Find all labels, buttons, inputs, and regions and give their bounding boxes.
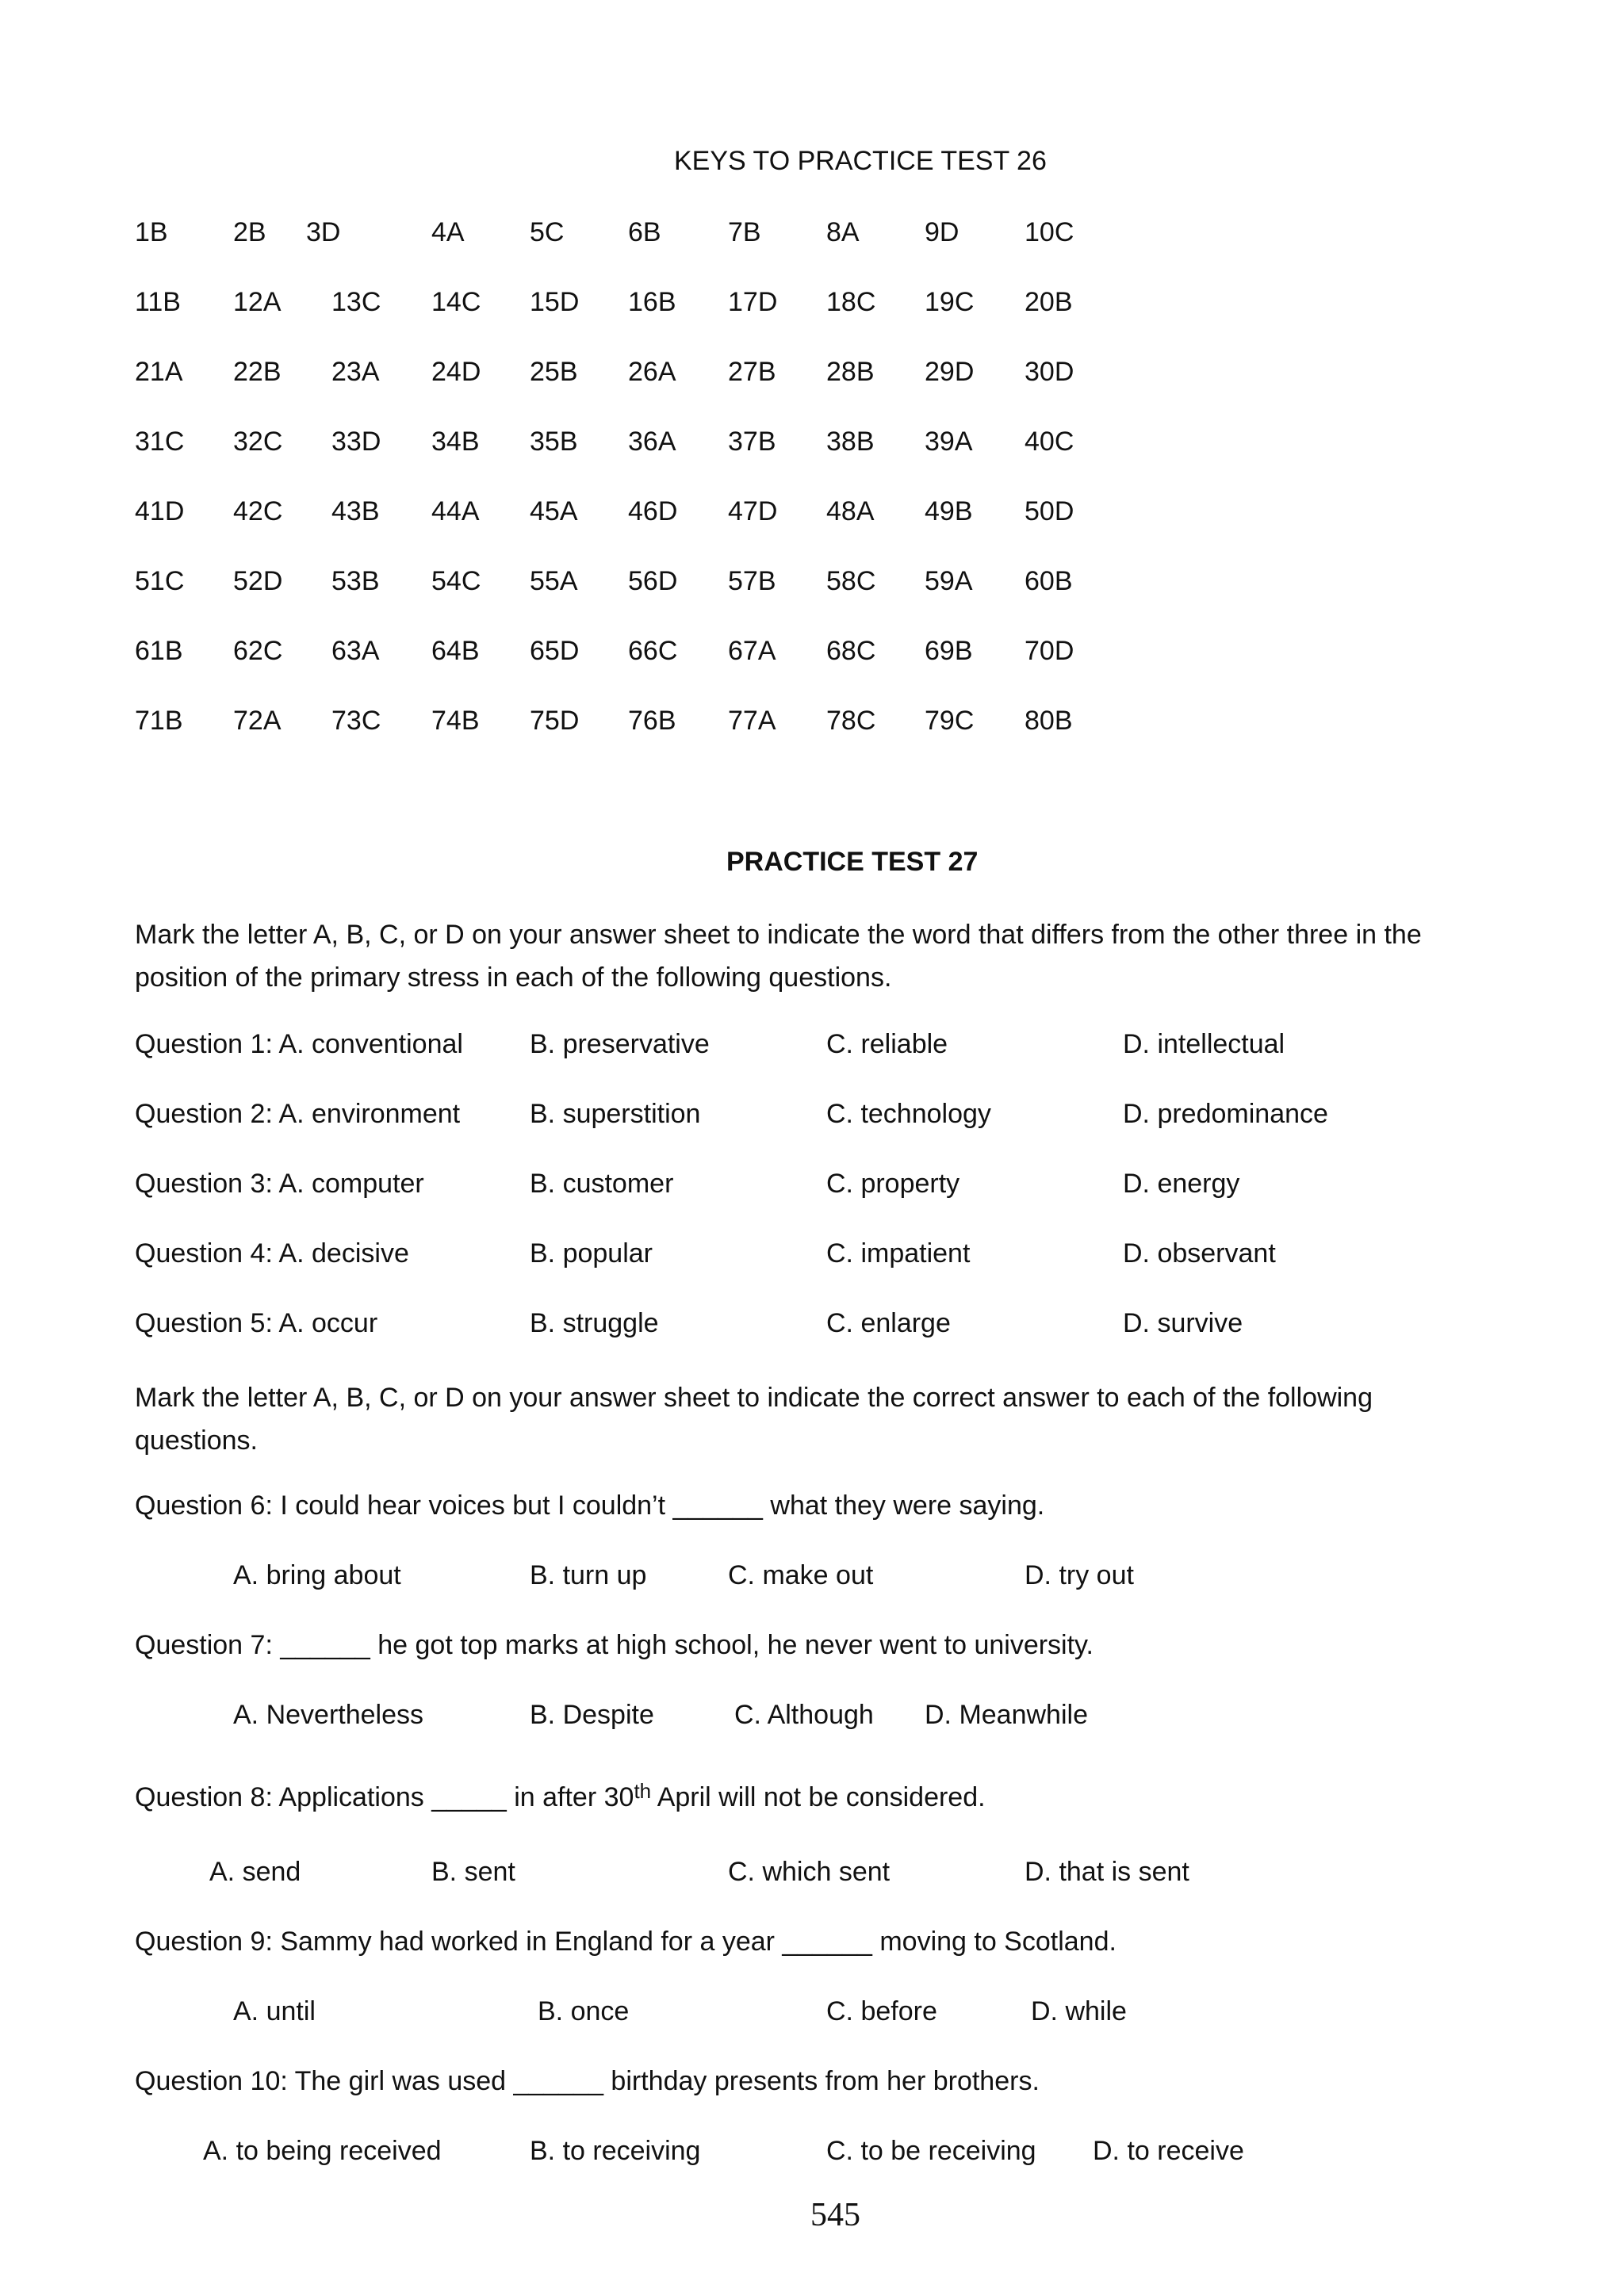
question-10-text: Question 10: The girl was used ______ birthday presents from her brothers. <box>135 2066 1040 2096</box>
answer-key-cell: 6B <box>628 217 661 247</box>
question-7-text: Question 7: ______ he got top marks at high school, he never went to university. <box>135 1630 1094 1660</box>
stress-question-1-option-d: D. intellectual <box>1123 1029 1285 1059</box>
instruction-correct-line1: Mark the letter A, B, C, or D on your answer sheet to indicate the correct answer to each of the following <box>135 1383 1373 1413</box>
answer-key-cell: 10C <box>1025 217 1074 247</box>
stress-question-4-option-d: D. observant <box>1123 1238 1276 1269</box>
answer-key-cell: 25B <box>530 357 578 387</box>
question-8-text-before: Question 8: Applications _____ in after 30 <box>135 1782 634 1812</box>
answer-key-cell: 72A <box>233 706 282 736</box>
answer-key-cell: 62C <box>233 636 283 666</box>
answer-key-cell: 11B <box>135 287 181 317</box>
answer-key-cell: 73C <box>331 706 381 736</box>
answer-key-cell: 16B <box>628 287 676 317</box>
answer-key-cell: 66C <box>628 636 678 666</box>
answer-key-cell: 54C <box>431 566 481 596</box>
answer-key-cell: 24D <box>431 357 481 387</box>
answer-key-cell: 18C <box>826 287 876 317</box>
stress-question-1-option-b: B. preservative <box>530 1029 710 1059</box>
answer-key-cell: 56D <box>628 566 678 596</box>
answer-key-cell: 60B <box>1025 566 1073 596</box>
answer-key-cell: 50D <box>1025 496 1074 526</box>
answer-key-cell: 43B <box>331 496 380 526</box>
answer-key-cell: 34B <box>431 427 480 457</box>
answer-key-cell: 77A <box>728 706 776 736</box>
answer-key-cell: 39A <box>925 427 973 457</box>
question-8-text <box>135 1779 986 1813</box>
answer-key-cell: 37B <box>728 427 776 457</box>
question-6-option-c: C. make out <box>728 1560 874 1590</box>
stress-question-1-option-c: C. reliable <box>826 1029 948 1059</box>
answer-key-cell: 3D <box>306 217 341 247</box>
stress-question-4-option-a: Question 4: A. decisive <box>135 1238 409 1269</box>
answer-key-cell: 32C <box>233 427 283 457</box>
answer-key-cell: 5C <box>530 217 565 247</box>
answer-key-cell: 35B <box>530 427 578 457</box>
stress-question-2-option-b: B. superstition <box>530 1099 701 1129</box>
question-8-option-d: D. that is sent <box>1025 1857 1189 1887</box>
question-8-superscript: th <box>634 1779 652 1803</box>
stress-question-1-option-a: Question 1: A. conventional <box>135 1029 463 1059</box>
question-7-option-d: D. Meanwhile <box>925 1700 1088 1730</box>
answer-key-cell: 61B <box>135 636 183 666</box>
answer-key-cell: 53B <box>331 566 380 596</box>
answer-key-cell: 36A <box>628 427 676 457</box>
answer-key-cell: 20B <box>1025 287 1073 317</box>
answer-key-cell: 65D <box>530 636 580 666</box>
question-6-option-d: D. try out <box>1025 1560 1134 1590</box>
answer-key-cell: 44A <box>431 496 480 526</box>
question-8-text-after: April will not be considered. <box>651 1782 986 1812</box>
answer-key-cell: 13C <box>331 287 381 317</box>
answer-key-cell: 67A <box>728 636 776 666</box>
answer-key-cell: 78C <box>826 706 876 736</box>
answer-key-cell: 69B <box>925 636 973 666</box>
instruction-correct-line2: questions. <box>135 1425 258 1456</box>
answer-key-cell: 26A <box>628 357 676 387</box>
question-8-option-c: C. which sent <box>728 1857 891 1887</box>
answer-key-cell: 41D <box>135 496 185 526</box>
answer-key-cell: 27B <box>728 357 776 387</box>
question-8-option-a: A. send <box>209 1857 301 1887</box>
stress-question-3-option-c: C. property <box>826 1169 960 1199</box>
answer-key-cell: 45A <box>530 496 578 526</box>
answer-key-cell: 40C <box>1025 427 1074 457</box>
question-6-option-b: B. turn up <box>530 1560 647 1590</box>
question-10-option-a: A. to being received <box>203 2136 442 2166</box>
stress-question-2-option-d: D. predominance <box>1123 1099 1328 1129</box>
stress-question-4-option-c: C. impatient <box>826 1238 971 1269</box>
answer-key-cell: 17D <box>728 287 778 317</box>
answer-key-cell: 71B <box>135 706 183 736</box>
answer-key-cell: 4A <box>431 217 465 247</box>
answer-key-cell: 14C <box>431 287 481 317</box>
stress-question-5-option-a: Question 5: A. occur <box>135 1308 378 1338</box>
answer-key-cell: 63A <box>331 636 380 666</box>
answer-key-cell: 51C <box>135 566 185 596</box>
question-9-text: Question 9: Sammy had worked in England for a year ______ moving to Scotland. <box>135 1927 1116 1957</box>
answer-key-cell: 29D <box>925 357 975 387</box>
answer-key-cell: 21A <box>135 357 183 387</box>
answer-key-cell: 64B <box>431 636 480 666</box>
instruction-stress <box>135 913 1499 999</box>
answer-key-cell: 52D <box>233 566 283 596</box>
answer-key-cell: 58C <box>826 566 876 596</box>
answer-key-cell: 68C <box>826 636 876 666</box>
question-6-text: Question 6: I could hear voices but I couldn’t ______ what they were saying. <box>135 1490 1045 1521</box>
practice-test-title: PRACTICE TEST 27 <box>726 847 979 877</box>
instruction-stress-line2: position of the primary stress in each of the following questions. <box>135 962 892 993</box>
answer-key-cell: 59A <box>925 566 973 596</box>
answer-key-cell: 22B <box>233 357 282 387</box>
stress-question-3-option-d: D. energy <box>1123 1169 1240 1199</box>
answer-key-cell: 31C <box>135 427 185 457</box>
stress-question-5-option-d: D. survive <box>1123 1308 1243 1338</box>
answer-key-cell: 76B <box>628 706 676 736</box>
question-7-option-c: C. Although <box>734 1700 874 1730</box>
answer-key-cell: 19C <box>925 287 975 317</box>
question-10-option-c: C. to be receiving <box>826 2136 1036 2166</box>
stress-question-5-option-c: C. enlarge <box>826 1308 951 1338</box>
question-7-option-a: A. Nevertheless <box>233 1700 423 1730</box>
answer-key-cell: 38B <box>826 427 875 457</box>
answer-key-cell: 80B <box>1025 706 1073 736</box>
answer-key-cell: 48A <box>826 496 875 526</box>
instruction-correct-answer <box>135 1376 1499 1462</box>
answer-key-cell: 75D <box>530 706 580 736</box>
answer-key-cell: 8A <box>826 217 860 247</box>
answer-key-cell: 30D <box>1025 357 1074 387</box>
question-10-option-d: D. to receive <box>1093 2136 1244 2166</box>
question-9-option-a: A. until <box>233 1996 316 2026</box>
question-8-option-b: B. sent <box>431 1857 515 1887</box>
answer-key-cell: 70D <box>1025 636 1074 666</box>
question-6-option-a: A. bring about <box>233 1560 401 1590</box>
page-number: 545 <box>810 2197 860 2233</box>
answer-key-cell: 7B <box>728 217 761 247</box>
question-7-option-b: B. Despite <box>530 1700 654 1730</box>
answer-key-cell: 42C <box>233 496 283 526</box>
answer-key-cell: 74B <box>431 706 480 736</box>
answer-key-cell: 23A <box>331 357 380 387</box>
stress-question-2-option-a: Question 2: A. environment <box>135 1099 461 1129</box>
answer-key-cell: 57B <box>728 566 776 596</box>
question-10-option-b: B. to receiving <box>530 2136 701 2166</box>
answer-key-cell: 15D <box>530 287 580 317</box>
answer-key-cell: 28B <box>826 357 875 387</box>
stress-question-5-option-b: B. struggle <box>530 1308 659 1338</box>
answer-key-cell: 55A <box>530 566 578 596</box>
answer-key-cell: 47D <box>728 496 778 526</box>
question-9-option-d: D. while <box>1031 1996 1127 2026</box>
answer-key-cell: 46D <box>628 496 678 526</box>
stress-question-3-option-b: B. customer <box>530 1169 674 1199</box>
answer-key-cell: 1B <box>135 217 168 247</box>
keys-title: KEYS TO PRACTICE TEST 26 <box>674 146 1047 176</box>
stress-question-4-option-b: B. popular <box>530 1238 653 1269</box>
instruction-stress-line1: Mark the letter A, B, C, or D on your answer sheet to indicate the word that differs from the other three in the <box>135 920 1422 950</box>
answer-key-cell: 33D <box>331 427 381 457</box>
question-9-option-b: B. once <box>538 1996 630 2026</box>
question-9-option-c: C. before <box>826 1996 937 2026</box>
stress-question-3-option-a: Question 3: A. computer <box>135 1169 424 1199</box>
answer-key-cell: 2B <box>233 217 266 247</box>
answer-key-cell: 9D <box>925 217 959 247</box>
stress-question-2-option-c: C. technology <box>826 1099 991 1129</box>
answer-key-cell: 79C <box>925 706 975 736</box>
answer-key-cell: 49B <box>925 496 973 526</box>
answer-key-cell: 12A <box>233 287 282 317</box>
